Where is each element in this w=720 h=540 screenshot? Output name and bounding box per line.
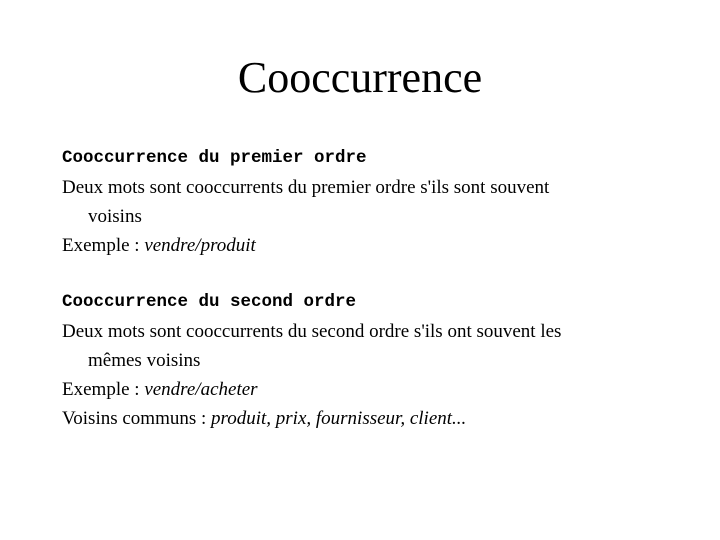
section-spacer (62, 260, 682, 288)
second-order-neighbors-label: Voisins communs : (62, 408, 212, 429)
second-order-definition-line2: mêmes voisins (88, 350, 201, 371)
first-order-example-value: vendre/produit (144, 235, 256, 256)
slide-title: Cooccurrence (237, 53, 483, 102)
second-order-neighbors (62, 404, 682, 433)
second-order-example-label: Exemple : (62, 379, 145, 400)
second-order-example-value: vendre/acheter (144, 379, 258, 400)
second-order-example (62, 375, 682, 404)
first-order-definition-line1: Deux mots sont cooccurrents du premier ordre s'ils sont souvent (62, 177, 550, 198)
second-order-definition-line1: Deux mots sont cooccurrents du second ordre s'ils ont souvent les (62, 321, 562, 342)
slide-body (62, 144, 682, 433)
first-order-example (62, 231, 682, 260)
first-order-example-label: Exemple : (62, 235, 145, 256)
second-order-heading: Cooccurrence du second ordre (62, 292, 357, 312)
second-order-neighbors-value: produit, prix, fournisseur, client... (211, 408, 467, 429)
first-order-heading: Cooccurrence du premier ordre (62, 148, 367, 168)
first-order-definition-line2: voisins (88, 206, 142, 227)
